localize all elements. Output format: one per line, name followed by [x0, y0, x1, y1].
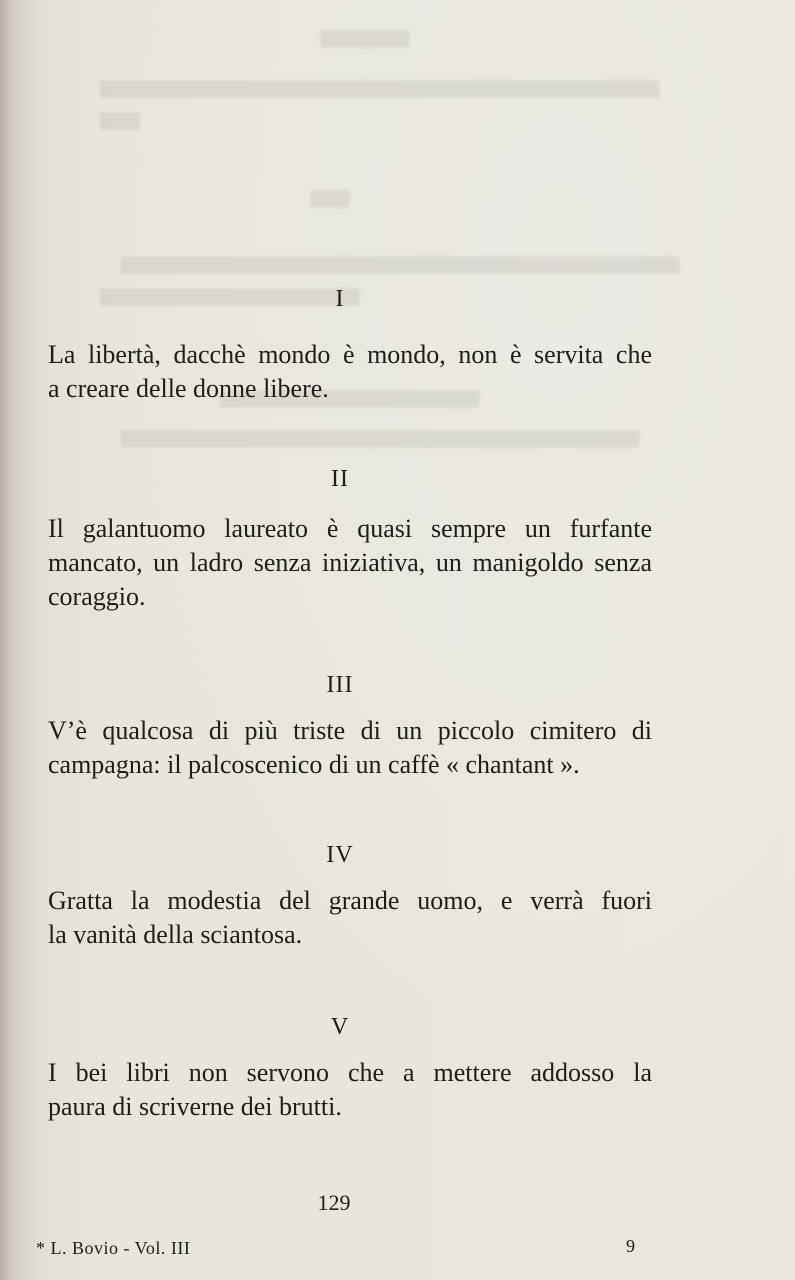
printer-signature: * L. Bovio - Vol. III [36, 1238, 191, 1258]
section-numeral-3: III [326, 672, 354, 698]
aphorism-line: Il galantuomo laureato è quasi sempre un furfante [48, 514, 652, 543]
aphorism-line: coraggio. [48, 582, 146, 611]
aphorism-line: la vanità della sciantosa. [48, 920, 303, 949]
aphorism-paragraph-4 [48, 884, 652, 952]
aphorism-line: V’è qualcosa di più triste di un piccolo cimitero di [48, 716, 652, 745]
aphorism-line: Gratta la modestia del grande uomo, e verrà fuori [48, 886, 652, 915]
aphorism-line: a creare delle donne libere. [48, 374, 329, 403]
aphorism-paragraph-1 [48, 338, 652, 406]
aphorism-paragraph-2 [48, 512, 652, 614]
section-numeral-4: IV [326, 842, 354, 868]
aphorism-line: campagna: il palcoscenico di un caffè « chantant ». [48, 750, 580, 779]
aphorism-line: mancato, un ladro senza iniziativa, un manigoldo senza [48, 548, 652, 577]
section-numeral-1: I [335, 286, 345, 312]
page-number: 129 [317, 1190, 351, 1215]
section-numeral-5: V [330, 1014, 350, 1040]
section-numeral-2: II [331, 466, 349, 492]
sheet-number: 9 [626, 1236, 635, 1256]
aphorism-line: I bei libri non servono che a mettere addosso la [48, 1058, 652, 1087]
aphorism-paragraph-5 [48, 1056, 652, 1124]
aphorism-line: paura di scriverne dei brutti. [48, 1092, 342, 1121]
aphorism-line: La libertà, dacchè mondo è mondo, non è servita che [48, 340, 652, 369]
show-through-text [60, 20, 700, 500]
aphorism-paragraph-3 [48, 714, 652, 782]
